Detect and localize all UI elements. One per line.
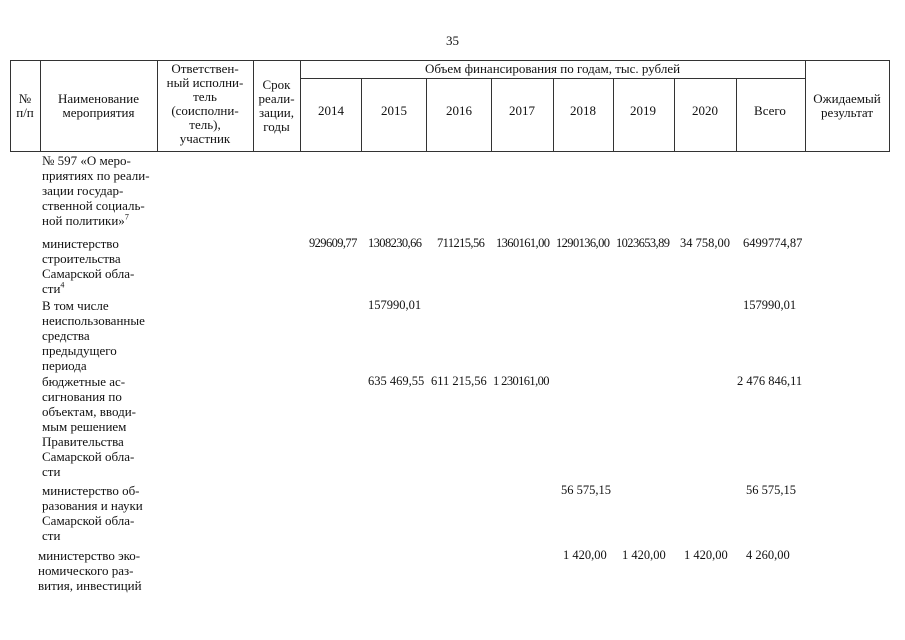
row-name: № 597 «О меро- приятиях по реали- зации государ- ственной социаль- ной политики»$^7$ [42, 153, 150, 228]
table-cell: 1 420,00 [563, 548, 607, 562]
year-2019: 2019 [630, 103, 656, 118]
header-responsible: Ответствен- ный исполни- тель (соисполни- тель), участник [166, 61, 244, 146]
table-header [0, 60, 905, 152]
year-total: Всего [754, 103, 786, 118]
year-2015: 2015 [381, 103, 407, 118]
table-cell: 929609,77 [309, 236, 357, 250]
row-name: В том числе неиспользованные средства предыдущего периода [42, 298, 145, 373]
row-name: министерство эко- номического раз- вития, инвестиций [38, 548, 142, 593]
header-result: Ожидаемый результат [813, 91, 881, 120]
table-cell: 711215,56 [437, 236, 485, 250]
header-financing: Объем финансирования по годам, тыс. рублей [424, 61, 681, 76]
row-name: бюджетные ас- сигнования по объектам, вводи- мым решением Правительства Самарской обла- сти [42, 374, 136, 479]
header-term: Срок реали- зации, годы [258, 77, 295, 134]
year-2018: 2018 [570, 103, 596, 118]
row-name: министерство строительства Самарской обла- сти$^4$ [42, 236, 135, 296]
year-2016: 2016 [446, 103, 472, 118]
table-cell: 4 260,00 [746, 548, 790, 562]
header-name: Наименование мероприятия [58, 91, 139, 120]
year-2017: 2017 [509, 103, 535, 118]
year-2014: 2014 [318, 103, 344, 118]
table-cell: 1290136,00 [556, 236, 610, 250]
table-cell: 6499774,87 [743, 236, 803, 250]
table-cell: 56 575,15 [746, 483, 796, 497]
table-cell: 157990,01 [743, 298, 797, 312]
table-cell: 34 758,00 [680, 236, 730, 250]
header-bottom-border [10, 151, 890, 152]
table-cell: 1 230161,00 [493, 374, 549, 388]
table-cell: 2 476 846,11 [737, 374, 803, 388]
row-name: министерство об- разования и науки Самарской обла- сти [42, 483, 143, 543]
table-cell: 1308230,66 [368, 236, 422, 250]
header-num: № п/п [16, 91, 34, 120]
table-cell: 56 575,15 [561, 483, 611, 497]
table-cell: 635 469,55 [368, 374, 425, 388]
table-cell: 1360161,00 [496, 236, 550, 250]
table-cell: 1 420,00 [622, 548, 666, 562]
page-number: 35 [446, 33, 459, 48]
year-2020: 2020 [692, 103, 718, 118]
table-cell: 1 420,00 [684, 548, 728, 562]
table-cell: 611 215,56 [431, 374, 487, 388]
table-cell: 157990,01 [368, 298, 422, 312]
table-cell: 1023653,89 [616, 236, 670, 250]
